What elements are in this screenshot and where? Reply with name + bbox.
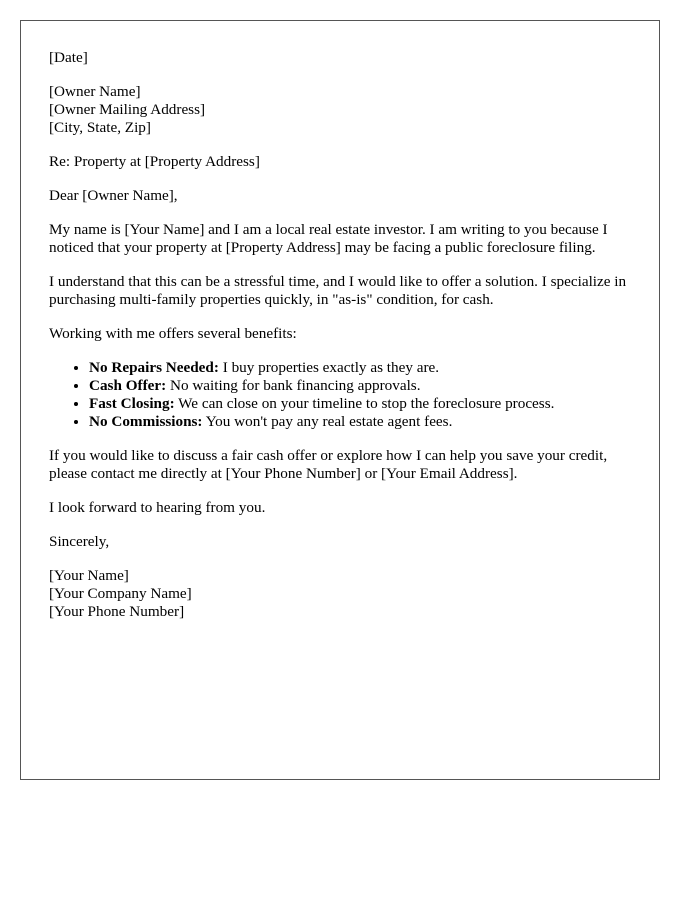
benefit-title: Cash Offer: [89,377,167,394]
benefit-text: You won't pay any real estate agent fees. [202,413,453,430]
owner-address-block [49,83,631,137]
letter-page [20,20,660,780]
owner-city-state-zip: [City, State, Zip] [49,119,151,136]
signature-block [49,567,631,621]
benefits-intro: Working with me offers several benefits: [49,325,297,342]
letter-date: [Date] [49,49,88,66]
benefit-text: We can close on your timeline to stop the foreclosure process. [174,395,555,412]
owner-mailing-address: [Owner Mailing Address] [49,101,206,118]
contact-paragraph: If you would like to discuss a fair cash offer or explore how I can help you save your credit, please contact me directly at [Your Phone Number] or [Your Email Address]. [49,447,608,482]
offer-paragraph: I understand that this can be a stressful time, and I would like to offer a solution. I specialize in purchasing multi-family properties quickly, in "as-is" condition, for cash. [49,273,627,308]
signature-name: [Your Name] [49,567,129,584]
re-line: Re: Property at [Property Address] [49,153,260,170]
closing-sincerely: Sincerely, [49,533,110,550]
benefit-item [89,395,631,413]
signature-phone: [Your Phone Number] [49,603,185,620]
salutation: Dear [Owner Name], [49,187,178,204]
closing-paragraph: I look forward to hearing from you. [49,499,266,516]
benefits-list [49,359,631,431]
owner-name: [Owner Name] [49,83,141,100]
benefit-title: No Commissions: [89,413,203,430]
benefit-title: No Repairs Needed: [89,359,219,376]
benefit-text: I buy properties exactly as they are. [218,359,440,376]
benefit-item [89,377,631,395]
benefit-item [89,359,631,377]
signature-company: [Your Company Name] [49,585,192,602]
benefit-title: Fast Closing: [89,395,175,412]
intro-paragraph: My name is [Your Name] and I am a local real estate investor. I am writing to you because I noticed that your property at [Property Address] may be facing a public foreclosure filing. [49,221,608,256]
benefit-text: No waiting for bank financing approvals. [166,377,421,394]
benefit-item [89,413,631,431]
